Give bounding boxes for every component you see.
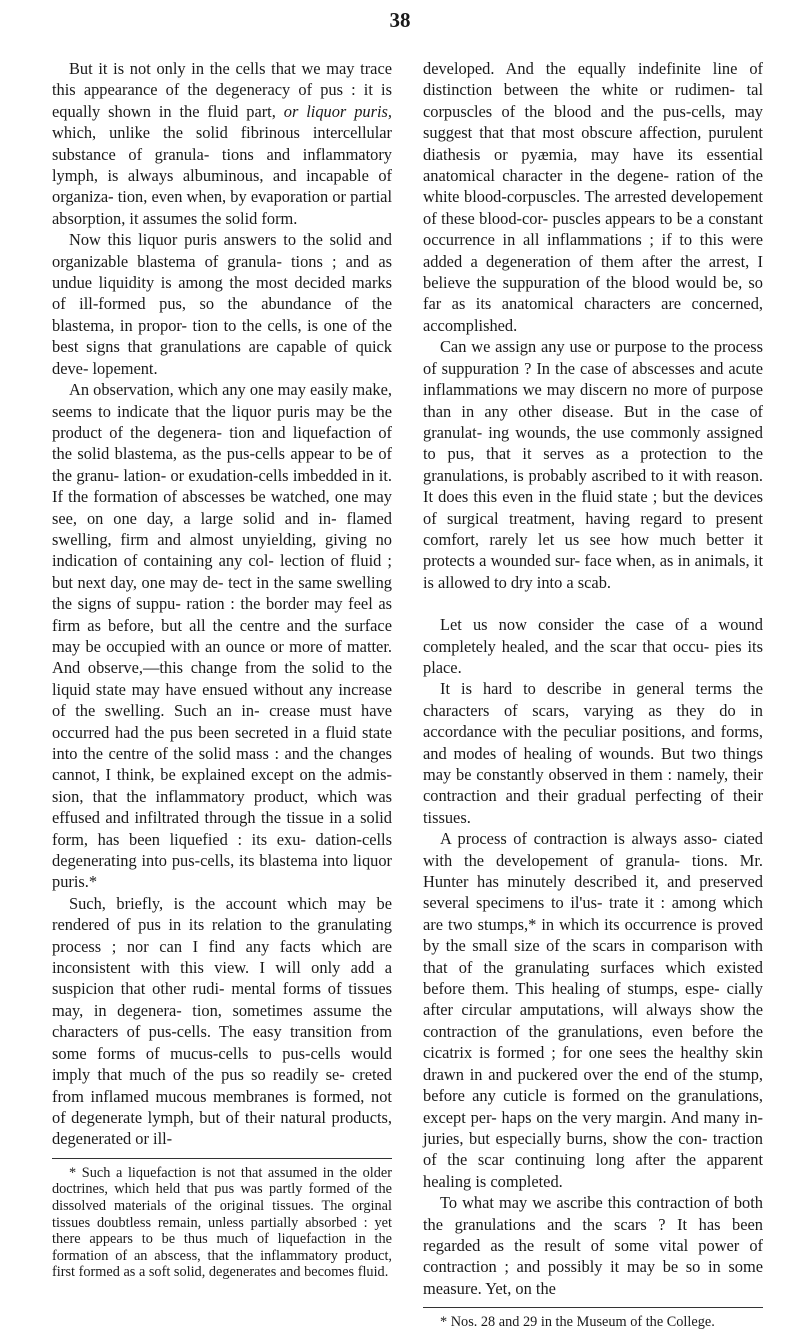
footnote-divider — [52, 1158, 392, 1159]
right-column — [423, 58, 763, 1331]
footnote: * Such a liquefaction is not that assumed in the older doctrines, which held that pus was partly formed of the dissolved materials of the original tissues. The orginal tissues doubtless remain, unless partially absorbed : yet there appears to be thus much of liquefaction in the formation of an abscess, that the inflammatory product, first formed as a soft solid, degenerates and becomes fluid. — [52, 1164, 392, 1281]
italic-term: or liquor puris, — [283, 101, 392, 121]
paragraph: It is hard to describe in general terms the characters of scars, varying as they do in accordance with the peculiar positions, and forms, and modes of healing of wounds. But two things may be constantly observed in them : namely, their contraction and their gradual perfecting of their tissues. — [423, 679, 763, 827]
footnote-divider — [423, 1307, 763, 1308]
left-column — [52, 58, 392, 1281]
paragraph: Let us now consider the case of a wound completely healed, and the scar that occu- pies its place. — [423, 615, 763, 677]
paragraph: To what may we ascribe this contraction of both the granulations and the scars ? It has been regarded as the result of some vital power of contraction ; and possibly it may be so in some measure. Yet, on the — [423, 1193, 763, 1298]
paragraph: Such, briefly, is the account which may be rendered of pus in its relation to the granulating process ; nor can I find any facts which are inconsistent with this view. I will only add a suspicion that other rudi- mental forms of tissues may, in degenera- tion, sometimes assume the characters of pus-cells. The easy transition from some forms of mucus-cells to pus-cells would imply that much of the pus so readily se- creted from inflamed mucous membranes is formed, not of degenerate lymph, but of their natural products, degenerated or ill- — [52, 893, 392, 1149]
paragraph: developed. And the equally indefinite line of distinction between the white or rudimen- tal corpuscles of the blood and the pus-cells, may suggest that that most obscure affection, purulent diathesis or pyæmia, may have its essential anatomical character in the degene- ration of the white blood-corpuscles. The arrested developement of these blood-cor- puscles appears to be a constant occurrence in all inflammations ; if to this were added a degeneration of them after the arrest, I believe the suppuration of the blood would be, so far as its anatomical characters are concerned, accomplished. — [423, 59, 763, 335]
footnote: * Nos. 28 and 29 in the Museum of the College. — [440, 1314, 715, 1331]
paragraph: Now this liquor puris answers to the solid and organizable blastema of granula- tions ; and as undue liquidity is among the most decided marks of ill-formed pus, so the abundance of the blastema, in propor- tion to the cells, is one of the best signs that granulations are capable of quick deve- lopement. — [52, 230, 392, 378]
paragraph: An observation, which any one may easily make, seems to indicate that the liquor puris may be the product of the degenera- tion and liquefaction of the solid blastema, as the pus-cells appear to be of the granu- lation- or exudation-cells imbedded in it. If the formation of abscesses be watched, one may see, on one day, a large solid and in- flamed swelling, firm and almost unyielding, giving no indication of containing any col- lection of fluid ; but next day, one may de- tect in the same swelling the signs of suppu- ration : the border may feel as firm as before, but all the centre and the surface may be occupied with an ounce or more of matter. And observe,—this change from the solid to the liquid state may have ensued without any increase of the swelling. Such an in- crease must have occurred had the pus been secreted in a fluid state into the centre of the solid mass : and the changes cannot, I think, be explained except on the admis- sion, that the inflammatory product, which was effused and infiltrated through the tissue in a solid form, has been liquefied : its exu- dation-cells degenerating into pus-cells, its blastema into liquor puris.* — [52, 380, 392, 892]
paragraph: But it is not only in the cells that we may trace this appearance of the degeneracy of pus : it is equally shown in the fluid part, or liquor puris, which, unlike the solid fibrinous intercellular substance of granula- tions and inflammatory lymph, is always albuminous, and incapable of organiza- tion, even when, by evaporation or partial absorption, it assumes the solid form. — [52, 59, 392, 228]
page-number: 38 — [389, 8, 411, 32]
paragraph: A process of contraction is always asso- ciated with the developement of granula- tions. Mr. Hunter has minutely described it, and preserved several specimens to il'us- trate it : among which are two stumps,* in which its occurrence is proved by the small size of the scars in comparison with that of the granulating surfaces which existed before them. This healing of stumps, espe- cially after circular amputations, will always show the contraction of the granulations, even before the cicatrix is formed ; for one sees the healthy skin drawn in and puckered over the end of the stump, before any cuticle is formed on the granulations, except per- haps on the very margin. And many in- juries, but especially burns, show the con- traction of the scar continuing long after the apparent healing is completed. — [423, 829, 763, 1191]
paragraph: Can we assign any use or purpose to the process of suppuration ? In the case of abscesses and acute inflammations we may discern no more of purpose than in any other disease. But in the case of granulat- ing wounds, the use commonly assigned to pus, that it serves as a protection to the granulations, is probably ascribed to it with reason. It does this even in the fluid state ; but the devices of surgical treatment, having regard to present comfort, rarely let us see how much better it protects a wounded sur- face when, as in animals, it is allowed to dry into a scab. — [423, 337, 763, 592]
